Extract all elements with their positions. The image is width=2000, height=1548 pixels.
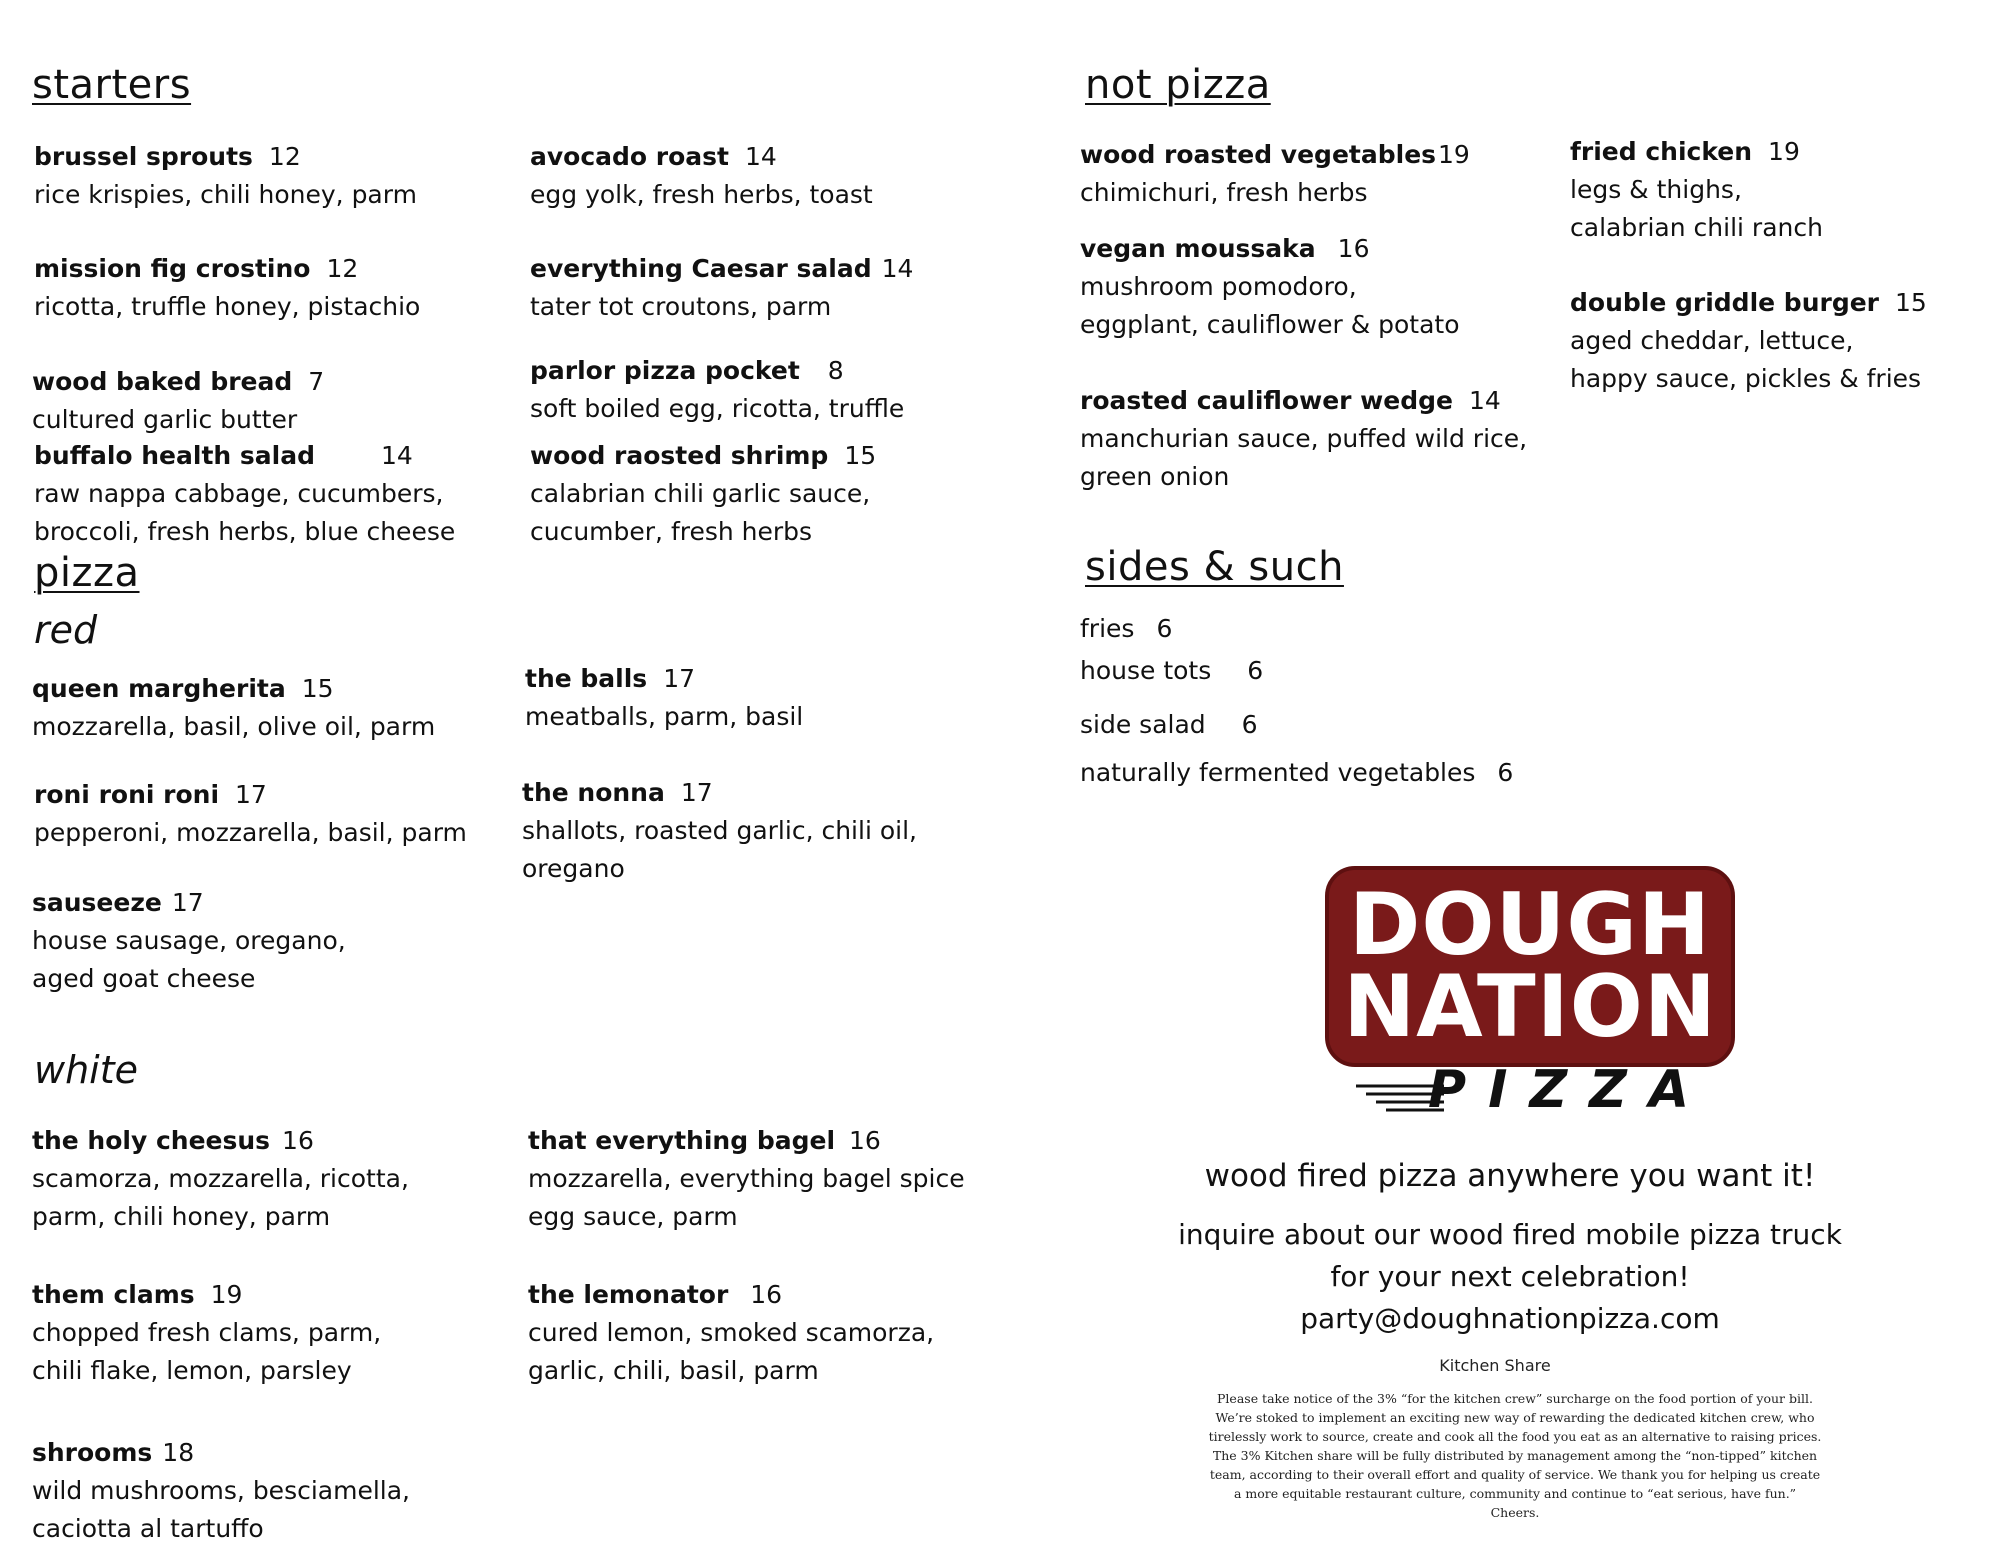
item-description: cultured garlic butter [32, 405, 298, 434]
item-description: chili flake, lemon, parsley [32, 1356, 352, 1385]
item-description: aged cheddar, lettuce, [1570, 326, 1854, 355]
item-name: everything Caesar salad [530, 254, 872, 283]
item-name: the holy cheesus [32, 1126, 271, 1155]
menu-item [528, 1122, 965, 1236]
side-price: 6 [1241, 710, 1258, 739]
white-subheading: white [34, 1048, 138, 1092]
item-description: meatballs, parm, basil [525, 702, 804, 731]
item-name: queen margherita [32, 674, 286, 703]
item-description: mushroom pomodoro, [1080, 272, 1357, 301]
menu-item [34, 437, 455, 551]
item-description: mozzarella, basil, olive oil, parm [32, 712, 436, 741]
tagline: wood fired pizza anywhere you want it! [1204, 1158, 1816, 1194]
item-description: ricotta, truffle honey, pistachio [34, 292, 421, 321]
item-description: garlic, chili, basil, parm [528, 1356, 819, 1385]
item-name: wood baked bread [32, 367, 293, 396]
item-description: soft boiled egg, ricotta, truffle [530, 394, 905, 423]
item-price: 16 [849, 1126, 881, 1155]
item-description: raw nappa cabbage, cucumbers, [34, 479, 444, 508]
menu-item [32, 363, 324, 439]
menu-item [528, 1276, 934, 1390]
menu-item [1080, 136, 1470, 212]
notice-line: tirelessly work to source, create and cook all the food you eat as an alternative to raising prices. [1208, 1429, 1822, 1444]
menu-item [32, 670, 435, 746]
item-name: the balls [525, 664, 648, 693]
item-name: the nonna [522, 778, 665, 807]
menu-item [34, 776, 467, 852]
item-price: 16 [1337, 234, 1370, 263]
item-price: 7 [308, 367, 325, 396]
item-name: shrooms [32, 1438, 153, 1467]
menu-item [1080, 382, 1527, 496]
side-name: side salad [1080, 710, 1206, 739]
menu-item [1080, 230, 1460, 344]
item-name: wood roasted vegetables [1080, 140, 1437, 169]
item-price: 17 [171, 888, 204, 917]
item-description: rice krispies, chili honey, parm [34, 180, 417, 209]
red-subheading: red [34, 608, 98, 652]
notice-line: a more equitable restaurant culture, community and continue to “eat serious, have fun.” [1233, 1486, 1797, 1501]
item-price: 14 [881, 254, 914, 283]
notice-line: The 3% Kitchen share will be fully distributed by management among the “non-tipped” kitchen [1212, 1448, 1818, 1463]
item-price: 15 [1895, 288, 1927, 317]
item-name: fried chicken [1570, 137, 1753, 166]
item-name: them clams [32, 1280, 195, 1309]
item-name: brussel sprouts [34, 142, 253, 171]
menu-item [525, 660, 803, 736]
logo-word-nation: NATION [1343, 957, 1717, 1057]
item-price: 19 [1768, 137, 1800, 166]
menu-item [530, 250, 913, 326]
notice-line: team, according to their overall effort and quality of service. We thank you for helping us create [1209, 1467, 1821, 1482]
pizza-heading: pizza [34, 550, 140, 596]
item-price: 16 [282, 1126, 314, 1155]
menu-item [34, 138, 417, 214]
item-description: calabrian chili ranch [1570, 213, 1823, 242]
menu-item [530, 352, 904, 428]
item-description: parm, chili honey, parm [32, 1202, 331, 1231]
item-name: parlor pizza pocket [530, 356, 800, 385]
item-description: egg sauce, parm [528, 1202, 738, 1231]
item-description: caciotta al tartuffo [32, 1514, 264, 1543]
item-description: house sausage, oregano, [32, 926, 346, 955]
item-description: cucumber, fresh herbs [530, 517, 813, 546]
item-name: buffalo health salad [34, 441, 315, 470]
item-price: 17 [680, 778, 713, 807]
starters-heading: starters [32, 62, 192, 108]
item-description: broccoli, fresh herbs, blue cheese [34, 517, 456, 546]
item-description: happy sauce, pickles & fries [1570, 364, 1922, 393]
promo-line-1: inquire about our wood fired mobile pizza truck [1178, 1218, 1842, 1251]
logo-word-dough: DOUGH [1349, 875, 1711, 975]
item-name: mission fig crostino [34, 254, 311, 283]
item-description: legs & thighs, [1570, 175, 1742, 204]
item-description: green onion [1080, 462, 1230, 491]
item-price: 15 [301, 674, 334, 703]
item-price: 8 [827, 356, 844, 385]
side-price: 6 [1247, 656, 1264, 685]
item-price: 18 [162, 1438, 195, 1467]
item-description: calabrian chili garlic sauce, [530, 479, 871, 508]
item-description: cured lemon, smoked scamorza, [528, 1318, 935, 1347]
side-item [1080, 652, 1263, 690]
menu-item [32, 1276, 381, 1390]
menu-item [530, 138, 873, 214]
item-description: oregano [522, 854, 625, 883]
item-price: 14 [381, 441, 413, 470]
item-description: pepperoni, mozzarella, basil, parm [34, 818, 467, 847]
menu-item [32, 1122, 409, 1236]
item-price: 17 [235, 780, 267, 809]
side-price: 6 [1497, 758, 1514, 787]
side-item [1080, 754, 1513, 792]
item-description: wild mushrooms, besciamella, [32, 1476, 410, 1505]
item-price: 17 [663, 664, 696, 693]
item-price: 14 [1468, 386, 1501, 415]
promo-line-2: for your next celebration! [1330, 1260, 1690, 1293]
menu-item [530, 437, 876, 551]
item-name: roasted cauliflower wedge [1080, 386, 1453, 415]
item-price: 12 [268, 142, 301, 171]
item-price: 15 [844, 441, 877, 470]
side-name: fries [1080, 614, 1135, 643]
menu-item [1570, 133, 1823, 247]
item-price: 16 [750, 1280, 783, 1309]
kitchen-share-notice [1155, 1389, 1875, 1522]
item-name: roni roni roni [34, 780, 220, 809]
side-price: 6 [1156, 614, 1173, 643]
item-description: manchurian sauce, puffed wild rice, [1080, 424, 1528, 453]
item-description: eggplant, cauliflower & potato [1080, 310, 1460, 339]
kitchen-share-title: Kitchen Share [1439, 1356, 1551, 1375]
item-description: scamorza, mozzarella, ricotta, [32, 1164, 409, 1193]
logo-word-pizza: PIZZA [1428, 1060, 1712, 1120]
item-name: vegan moussaka [1080, 234, 1316, 263]
item-description: chimichuri, fresh herbs [1080, 178, 1368, 207]
item-description: chopped fresh clams, parm, [32, 1318, 382, 1347]
item-description: egg yolk, fresh herbs, toast [530, 180, 873, 209]
side-name: naturally fermented vegetables [1080, 758, 1476, 787]
side-item [1080, 610, 1172, 648]
item-price: 19 [1438, 140, 1470, 169]
item-name: sauseeze [32, 888, 162, 917]
notice-line: We’re stoked to implement an exciting new way of rewarding the dedicated kitchen crew, who [1215, 1410, 1815, 1425]
item-description: tater tot croutons, parm [530, 292, 832, 321]
item-description: aged goat cheese [32, 964, 256, 993]
item-description: shallots, roasted garlic, chili oil, [522, 816, 917, 845]
notice-line: Cheers. [1490, 1505, 1540, 1520]
sides-heading: sides & such [1085, 544, 1344, 590]
contact-email[interactable]: party@doughnationpizza.com [1300, 1302, 1720, 1335]
menu-item [32, 884, 346, 998]
item-name: the lemonator [528, 1280, 729, 1309]
notice-line: Please take notice of the 3% “for the kitchen crew” surcharge on the food portion of your bill. [1217, 1391, 1813, 1406]
item-description: mozzarella, everything bagel spice [528, 1164, 965, 1193]
item-name: wood raosted shrimp [530, 441, 829, 470]
menu-item [34, 250, 420, 326]
side-name: house tots [1080, 656, 1212, 685]
not-pizza-heading: not pizza [1085, 62, 1271, 108]
menu-item [32, 1434, 410, 1548]
menu-item [522, 774, 917, 888]
item-price: 12 [326, 254, 359, 283]
item-name: avocado roast [530, 142, 730, 171]
item-price: 14 [745, 142, 777, 171]
side-item [1080, 706, 1258, 744]
menu-item [1570, 284, 1927, 398]
item-name: double griddle burger [1570, 288, 1880, 317]
dough-nation-logo [1325, 866, 1735, 1067]
item-price: 19 [210, 1280, 243, 1309]
item-name: that everything bagel [528, 1126, 836, 1155]
